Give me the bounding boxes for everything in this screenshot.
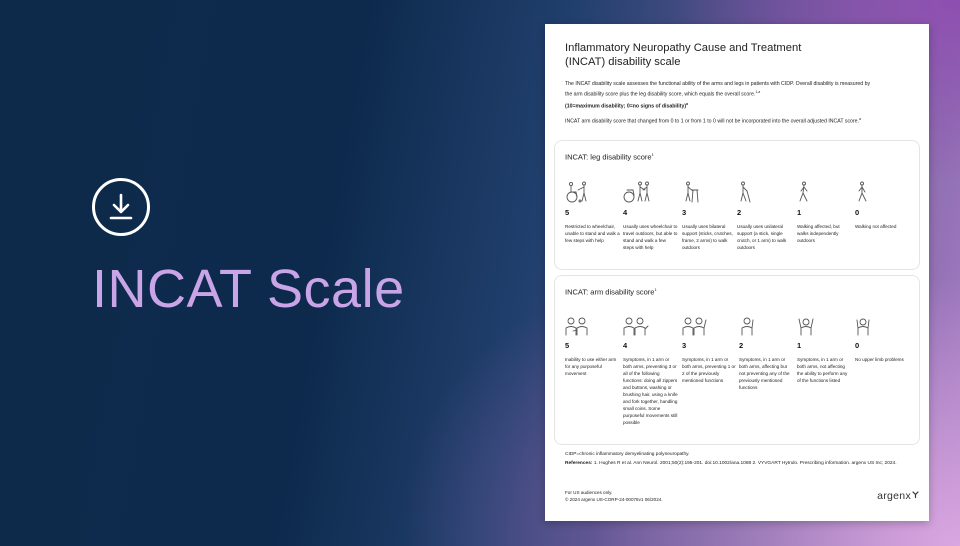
hero-title: INCAT Scale [92,259,405,319]
leg-score-5: 5 Restricted to wheelchair, unable to stand and walk a few steps with help [565,179,620,244]
walker-icon [682,181,700,203]
legal-text: For US audiences only. © 2024 argenx US-CORP-24-00078v1 06/2024. [565,490,663,502]
leg-score-4: 4 Usually uses wheelchair to travel outdoors, but able to stand and walk a few steps with help [623,179,678,251]
download-icon [108,193,134,221]
wheelchair-assisted-icon [565,181,589,203]
brand-mark-icon [912,491,919,498]
references: References: 1. Hughes R et al. Ann Neurol. 2001;50(2):195-201. doi:10.1002/ana.1088 2. VYVGART Hytrulo. Prescribing information. argenx US Inc; 2024. [565,461,897,466]
arm-score-3: 3 Symptoms, in 1 arm or both arms, preventing 1 or 2 of the previously mentioned functions [682,312,737,384]
walking-affected-icon [797,181,811,203]
abbreviation-footnote: CIDP=chronic inflammatory demyelinating polyneuropathy. [565,452,690,457]
person-arms-up-icon [797,316,815,336]
document-intro-note: INCAT arm disability score that changed from 0 to 1 or from 1 to 0 will not be incorporated into the overall adjusted INCAT score.$^a$ [565,117,861,125]
assisted-person-icon [682,316,708,336]
cane-icon [737,181,753,203]
assisted-person-icon [623,316,649,336]
leg-score-0: 0 Walking not affected [855,179,910,230]
document-intro: The INCAT disability scale assesses the functional ability of the arms and legs in patients with CIDP. Overall disability is measured by the arm disability score plus the leg disability score, which equals the overall score.$^{1,a}$ [565,81,871,98]
leg-score-3: 3 Usually uses bilateral support (sticks, crutches, frame, 2 arms) to walk outdoors [682,179,737,251]
leg-score-2: 2 Usually uses unilateral support (a stick, single crutch, or 1 arm) to walk outdoors [737,179,792,251]
argenx-logo: argenx [877,490,919,502]
arm-score-4: 4 Symptoms, in 1 arm or both arms, preventing 3 or all of the following functions: doing all zippers and buttons, washing or brushing hair, using a knife and fork together, handling small coins. Some purposeful movements still possible [623,312,678,426]
document-title: Inflammatory Neuropathy Cause and Treatment (INCAT) disability scale [565,42,802,68]
arm-score-5: 5 Inability to use either arm for any purposeful movement [565,312,620,377]
incat-document[interactable] [545,24,929,521]
arm-card-title: INCAT: arm disability score$^1$ [565,287,657,297]
person-icon [855,316,871,336]
wheelchair-standing-icon [623,181,651,203]
assisted-person-icon [565,316,589,336]
document-intro-bold: (10=maximum disability; 0=no signs of disability)$^a$ [565,101,689,110]
arm-disability-card [554,275,920,445]
arm-score-2: 2 Symptoms, in 1 arm or both arms, affecting but not preventing any of the previously mentioned functions [739,312,794,391]
arm-score-1: 1 Symptoms, in 1 arm or both arms, not affecting the ability to perform any of the functions listed [797,312,852,384]
arm-score-0: 0 No upper limb problems [855,312,910,363]
person-arm-icon [739,316,755,336]
leg-score-1: 1 Walking affected, but walks independently outdoors [797,179,852,244]
leg-disability-card [554,140,920,270]
leg-card-title: INCAT: leg disability score$^1$ [565,152,654,162]
walking-icon [855,181,869,203]
download-button[interactable] [92,178,150,236]
